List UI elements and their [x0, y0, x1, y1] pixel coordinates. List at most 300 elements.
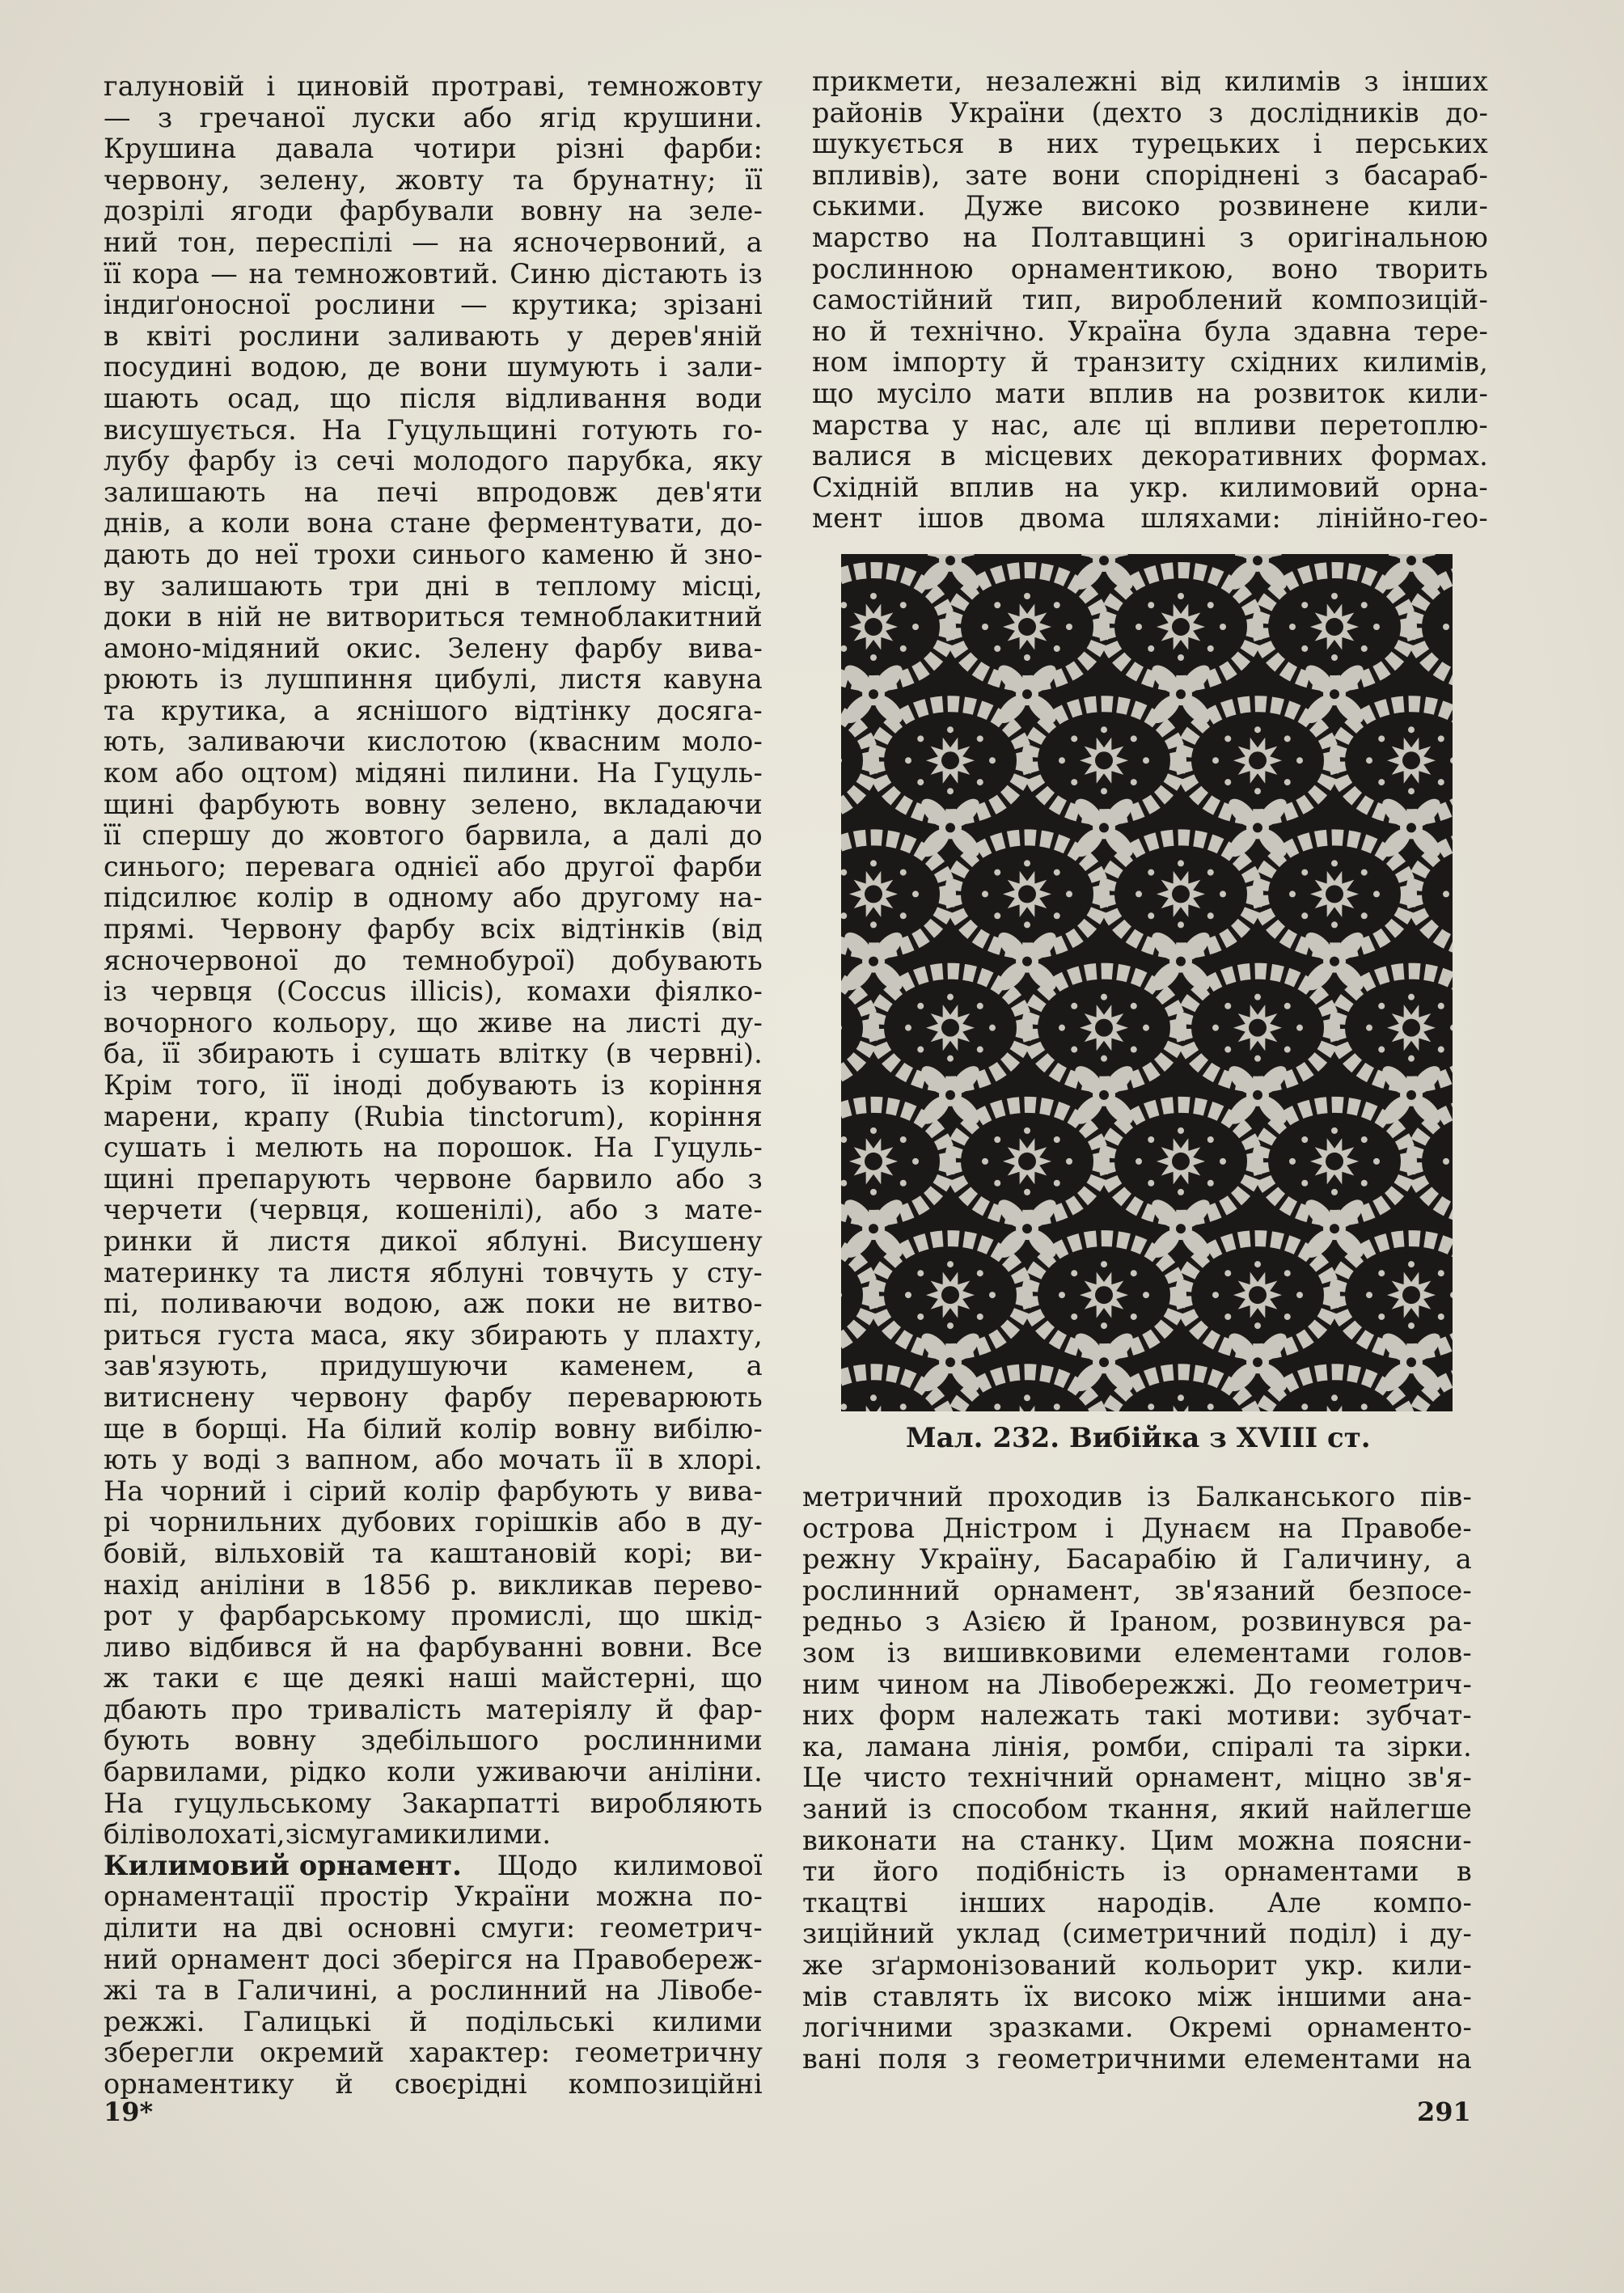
text-line: ним чином на Лівобережжі. До геометрич- — [802, 1668, 1472, 1700]
dot-motif — [1220, 891, 1226, 897]
rosette-center — [1176, 1224, 1186, 1233]
rosette-center — [1099, 823, 1109, 832]
dot-motif — [977, 779, 983, 785]
text-line: галуновій і циновій протраві, темножовту — [104, 70, 763, 102]
text-line: зиційний уклад (симетричний поділ) і ду- — [802, 1918, 1472, 1950]
text-line: Східній вплив на укр. килимовий орна- — [812, 471, 1488, 503]
text-line: шукується в них турецьких і перських — [812, 128, 1488, 160]
text-line: білі волохаті, зі смугами килими. — [104, 1818, 552, 1851]
dot-motif — [1220, 1158, 1226, 1165]
dot-motif — [1071, 735, 1077, 742]
dot-motif — [1408, 1322, 1415, 1329]
right-column-bottom — [802, 1482, 1472, 2075]
text-line: заний із способом ткання, який найлегше — [802, 1792, 1472, 1825]
text-line: ний орнамент досі зберігся на Правобереж- — [104, 1943, 763, 1975]
text-line: лубу фарбу із сечі молодого парубка, яку — [104, 445, 763, 477]
dot-motif — [1101, 788, 1107, 794]
text-line: доки в ній не витвориться темноблакитний — [104, 601, 763, 633]
star-center — [1018, 1153, 1036, 1170]
dot-motif — [1220, 624, 1226, 630]
dot-motif — [982, 1158, 988, 1165]
rosette-center — [1330, 957, 1339, 967]
dot-motif — [1373, 624, 1380, 630]
text-line: ринки й листя дикої яблуні. Висушену — [104, 1225, 763, 1257]
dot-motif — [1024, 593, 1030, 599]
text-line: На чорний і сірий колір фарбують у вива- — [104, 1474, 763, 1507]
text-line: ливо відбився й на фарбуванні вовни. Все — [104, 1631, 763, 1663]
dot-motif — [1378, 1003, 1385, 1009]
dot-motif — [1408, 1261, 1415, 1267]
dot-motif — [1331, 921, 1338, 928]
text-line: синього; перевага однієї або другої фарби — [104, 850, 763, 882]
dot-motif — [900, 912, 907, 919]
text-line: шають осад, що після відливання води — [104, 382, 763, 414]
text-line: вані поля з геометричними елементами на — [802, 2042, 1472, 2075]
dot-motif — [870, 921, 877, 928]
dot-motif — [1224, 1047, 1231, 1053]
text-line: прямі. Червону фарбу всіх відтінків (від — [104, 913, 763, 946]
text-line: марство на Полтавщині з оригінальною — [812, 221, 1488, 253]
dot-motif — [1148, 869, 1154, 876]
dot-motif — [947, 788, 954, 794]
text-line: ний тон, переспілі — на ясночервоний, а — [104, 226, 763, 258]
dot-motif — [917, 1003, 924, 1009]
dot-motif — [1408, 1056, 1415, 1062]
dot-motif — [994, 645, 1000, 652]
dot-motif — [912, 624, 919, 630]
dot-motif — [1212, 1025, 1219, 1031]
dot-motif — [977, 1003, 983, 1009]
text-line: валися в місцевих декоративних формах. — [812, 440, 1488, 472]
dot-motif — [1284, 735, 1291, 742]
dot-motif — [917, 1270, 924, 1276]
text-line: пі, поливаючи водою, аж поки не витво- — [104, 1288, 763, 1320]
right-column-top — [812, 66, 1488, 535]
dot-motif — [1066, 891, 1072, 897]
text-line: ву залишають три дні в теплому місці, — [104, 569, 763, 602]
dot-motif — [1301, 869, 1308, 876]
dot-motif — [1361, 1180, 1368, 1187]
dot-motif — [1178, 654, 1184, 661]
text-line: самостійний тип, вироблений композицій- — [812, 284, 1488, 316]
text-line: в квіті рослини заливають у дерев'яній — [104, 319, 763, 352]
dot-motif — [1054, 1180, 1060, 1187]
text-line: жі та в Галичині, а рослинний на Лівобе- — [104, 1974, 763, 2007]
star-center — [1326, 618, 1343, 636]
dot-motif — [900, 602, 907, 608]
text-line: — з гречаної луски або ягід крушини. — [104, 101, 763, 133]
star-center — [1095, 751, 1113, 769]
dot-motif — [870, 1127, 877, 1134]
text-line: нахід аніліни в 1856 р. викликав перево- — [104, 1568, 763, 1601]
text-line: рі чорнильних дубових горішків або в ду- — [104, 1506, 763, 1538]
rosette-center — [1099, 1357, 1109, 1367]
dot-motif — [917, 735, 924, 742]
dot-motif — [994, 1136, 1000, 1143]
dot-motif — [1378, 735, 1385, 742]
text-line: прикмети, незалежні від килимів з інших — [812, 66, 1488, 97]
rosette-center — [1099, 556, 1109, 565]
dot-motif — [905, 1025, 911, 1031]
dot-motif — [1148, 1136, 1154, 1143]
dot-motif — [1178, 593, 1184, 599]
dot-motif — [1054, 869, 1060, 876]
dot-motif — [870, 1394, 877, 1401]
rosette-center — [869, 957, 878, 967]
dot-motif — [1101, 1056, 1107, 1062]
dot-motif — [1131, 779, 1137, 785]
dot-motif — [1178, 921, 1184, 928]
text-line: рот у фарбарському промислі, що шкід- — [104, 1600, 763, 1632]
rosette-center — [945, 823, 955, 832]
dot-motif — [1296, 757, 1303, 764]
text-line: виконати на станку. Цим можна поясни- — [802, 1824, 1472, 1856]
dot-motif — [1361, 912, 1368, 919]
dot-motif — [1289, 891, 1296, 897]
dot-motif — [1071, 779, 1077, 785]
dot-motif — [989, 1292, 996, 1298]
dot-motif — [912, 1158, 919, 1165]
dot-motif — [1284, 1047, 1291, 1053]
dot-motif — [1301, 912, 1308, 919]
text-line: ба, її збирають і сушать влітку (в червні). — [104, 1038, 763, 1070]
dot-motif — [1408, 788, 1415, 794]
text-line: ділити на дві основні смуги: геометрич- — [104, 1912, 763, 1944]
dot-motif — [1289, 624, 1296, 630]
dot-motif — [1296, 1025, 1303, 1031]
dot-motif — [1148, 645, 1154, 652]
text-line: днів, а коли вона стане ферментувати, до- — [104, 507, 763, 539]
dot-motif — [1101, 994, 1107, 1001]
star-center — [1326, 885, 1343, 903]
rosette-center — [1406, 556, 1416, 565]
rosette-center — [1253, 556, 1262, 565]
text-line: дають до неї трохи синього каменю й зно- — [104, 538, 763, 570]
text-line: материнку та листя яблуні товчуть у сту- — [104, 1256, 763, 1288]
text-line: Крім того, її іноді добувають із коріння — [104, 1069, 763, 1101]
dot-motif — [1373, 1158, 1380, 1165]
dot-motif — [1366, 1292, 1372, 1298]
text-line: Килимовий орнамент. Щодо килимової — [104, 1849, 763, 1881]
text-line: ти його подібність із орнаментами в — [802, 1855, 1472, 1888]
dot-motif — [1148, 1403, 1154, 1410]
text-line: та крутика, а яснішого відтінку досяга- — [104, 694, 763, 726]
text-line: ясночервоної до темнобурої) добувають — [104, 944, 763, 976]
dot-motif — [1131, 1003, 1137, 1009]
dot-motif — [1054, 912, 1060, 919]
star-center — [1172, 885, 1190, 903]
dot-motif — [900, 1180, 907, 1187]
dot-motif — [1143, 757, 1149, 764]
rosette-center — [945, 556, 955, 565]
dot-motif — [917, 1047, 924, 1053]
dot-motif — [977, 1270, 983, 1276]
text-line: ж таки є ще деякі наші майстерні, що — [104, 1662, 763, 1694]
dot-motif — [994, 1403, 1000, 1410]
dot-motif — [1443, 1158, 1449, 1165]
star-center — [1095, 1286, 1113, 1304]
dot-motif — [1284, 779, 1291, 785]
dot-motif — [1284, 1270, 1291, 1276]
dot-motif — [1054, 645, 1060, 652]
dot-motif — [1284, 1003, 1291, 1009]
dot-motif — [1224, 779, 1231, 785]
dot-motif — [1224, 1003, 1231, 1009]
dot-motif — [870, 654, 877, 661]
block-print-ornament-icon — [841, 554, 1453, 1411]
dot-motif — [1059, 1292, 1065, 1298]
dot-motif — [977, 1314, 983, 1320]
dot-motif — [1131, 1047, 1137, 1053]
text-line: дозрілі ягоди фарбували вовну на зеле- — [104, 195, 763, 227]
dot-motif — [1361, 602, 1368, 608]
star-center — [1095, 1019, 1113, 1037]
text-line: орнаментації простір України можна по- — [104, 1881, 763, 1913]
dot-motif — [1178, 1127, 1184, 1134]
star-center — [941, 1286, 959, 1304]
text-line: Крушина давала чотири різні фарби: — [104, 133, 763, 165]
rosette-center — [1406, 1090, 1416, 1100]
dot-motif — [1378, 779, 1385, 785]
dot-motif — [947, 1056, 954, 1062]
dot-motif — [1024, 1127, 1030, 1134]
text-line: підсилює колір в одному або другому на- — [104, 882, 763, 914]
text-line: метричний проходив із Балканського пів- — [802, 1481, 1472, 1512]
dot-motif — [1054, 1136, 1060, 1143]
dot-motif — [1024, 1394, 1030, 1401]
text-line: бовій, вільховій та каштановій корі; ви- — [104, 1537, 763, 1569]
text-line: рюють із лушпиння цибулі, листя кавуна — [104, 663, 763, 696]
dot-motif — [1212, 1292, 1219, 1298]
dot-motif — [1066, 624, 1072, 630]
dot-motif — [1131, 735, 1137, 742]
dot-motif — [1054, 602, 1060, 608]
dot-motif — [1148, 912, 1154, 919]
text-line: редньо з Азією й Іраном, розвинувся ра- — [802, 1606, 1472, 1638]
dot-motif — [1254, 726, 1261, 733]
text-line: ють у воді з вапном, або мочать її в хлорі. — [104, 1444, 763, 1476]
dot-motif — [1071, 1270, 1077, 1276]
rosette-center — [1330, 689, 1339, 699]
dot-motif — [1066, 1158, 1072, 1165]
star-center — [1402, 1019, 1420, 1037]
dot-motif — [994, 1180, 1000, 1187]
text-line: зав'язують, придушуючи каменем, а — [104, 1350, 763, 1382]
text-line: но й технічно. Україна була здавна тере- — [812, 315, 1488, 347]
text-line: дбають про тривалість матеріялу й фар- — [104, 1693, 763, 1725]
dot-motif — [1207, 1403, 1214, 1410]
rosette-center — [1099, 1090, 1109, 1100]
dot-motif — [1301, 602, 1308, 608]
dot-motif — [1301, 1403, 1308, 1410]
dot-motif — [1024, 921, 1030, 928]
text-line: мент ішов двома шляхами: лінійно-гео- — [812, 502, 1488, 535]
dot-motif — [1071, 1047, 1077, 1053]
star-center — [1172, 618, 1190, 636]
dot-motif — [1212, 757, 1219, 764]
dot-motif — [1438, 779, 1444, 785]
dot-motif — [1331, 1127, 1338, 1134]
text-line: що мусіло мати вплив на розвиток кили- — [812, 377, 1488, 409]
rosette-center — [869, 689, 878, 699]
dot-motif — [1207, 1180, 1214, 1187]
dot-motif — [1443, 891, 1449, 897]
dot-motif — [1054, 1403, 1060, 1410]
dot-motif — [982, 624, 988, 630]
text-line: орнаментику й своєрідні композиційні — [104, 2068, 763, 2100]
dot-motif — [1207, 912, 1214, 919]
dot-motif — [1178, 860, 1184, 866]
text-line: барвилами, рідко коли уживаючи аніліни. — [104, 1756, 763, 1788]
dot-motif — [905, 1292, 911, 1298]
text-line: мів ставлять їх високо між іншими ана- — [802, 1980, 1472, 2012]
dot-motif — [1071, 1003, 1077, 1009]
rosette-center — [1022, 1224, 1032, 1233]
text-line: зберегли окремий характер: геометричну — [104, 2037, 763, 2069]
text-line: зом із вишивковими елементами голов- — [802, 1636, 1472, 1669]
text-line: рослинною орнаментикою, воно творить — [812, 252, 1488, 285]
dot-motif — [1296, 1292, 1303, 1298]
rosette-center — [945, 1090, 955, 1100]
dot-motif — [1148, 602, 1154, 608]
text-line: ткацтві інших народів. Але компо- — [802, 1886, 1472, 1919]
text-line: червону, зелену, жовту та брунатну; її — [104, 163, 763, 196]
dot-motif — [1284, 1314, 1291, 1320]
text-line: індиґоносної рослини — крутика; зрізані — [104, 289, 763, 321]
rosette-center — [1330, 1224, 1339, 1233]
rosette-center — [1022, 957, 1032, 967]
dot-motif — [1254, 1056, 1261, 1062]
text-line: марени, крапу (Rubia tinctorum), коріння — [104, 1100, 763, 1132]
dot-motif — [1024, 860, 1030, 866]
star-center — [1018, 618, 1036, 636]
star-center — [941, 1019, 959, 1037]
dot-motif — [1443, 624, 1449, 630]
dot-motif — [1207, 869, 1214, 876]
dot-motif — [917, 779, 924, 785]
star-center — [865, 618, 882, 636]
dot-motif — [1254, 788, 1261, 794]
text-line: посудині водою, де вони шумують і зали- — [104, 351, 763, 383]
dot-motif — [1366, 757, 1372, 764]
text-line: бують вовну здебільшого рослинними — [104, 1724, 763, 1757]
text-line: районів України (дехто з дослідників до- — [812, 96, 1488, 129]
rosette-center — [1253, 823, 1262, 832]
text-line: її кора — на темножовтий. Синю дістають із — [104, 257, 763, 290]
dot-motif — [870, 1189, 877, 1195]
star-center — [1018, 885, 1036, 903]
dot-motif — [989, 757, 996, 764]
dot-motif — [1361, 1136, 1368, 1143]
dot-motif — [1378, 1047, 1385, 1053]
text-line: Це чисто технічний орнамент, міцно зв'я- — [802, 1762, 1472, 1794]
dot-motif — [1408, 994, 1415, 1001]
dot-motif — [1136, 891, 1142, 897]
star-center — [865, 1153, 882, 1170]
text-line: рослинний орнамент, зв'язаний безпосе- — [802, 1574, 1472, 1606]
dot-motif — [905, 757, 911, 764]
rosette-center — [869, 1224, 878, 1233]
dot-motif — [1438, 1047, 1444, 1053]
rosette-center — [1406, 823, 1416, 832]
dot-motif — [1301, 1180, 1308, 1187]
rosette-center — [945, 1357, 955, 1367]
dot-motif — [977, 735, 983, 742]
dot-motif — [982, 891, 988, 897]
dot-motif — [1361, 869, 1368, 876]
dot-motif — [994, 912, 1000, 919]
dot-motif — [900, 869, 907, 876]
dot-motif — [870, 860, 877, 866]
dot-motif — [900, 1136, 907, 1143]
text-line: сушать і мелють на порошок. На Гуцуль- — [104, 1132, 763, 1164]
text-line: ще в борщі. На білий колір вовну вибілю- — [104, 1412, 763, 1445]
dot-motif — [1136, 624, 1142, 630]
dot-motif — [1136, 1158, 1142, 1165]
text-line: її спершу до жовтого барвила, а далі до — [104, 819, 763, 852]
dot-motif — [1224, 735, 1231, 742]
dot-motif — [1024, 1189, 1030, 1195]
text-line: же зґармонізований кольорит укр. кили- — [802, 1948, 1472, 1981]
dot-motif — [1059, 1025, 1065, 1031]
dot-motif — [900, 645, 907, 652]
dot-motif — [1224, 1314, 1231, 1320]
dot-motif — [1331, 593, 1338, 599]
text-line: впливів), зате вони споріднені з басараб- — [812, 159, 1488, 191]
text-line: риться густа маса, яку збирають у плахту, — [104, 1318, 763, 1351]
dot-motif — [1361, 645, 1368, 652]
figure-caption: Мал. 232. Вибійка з XVIII ст. — [906, 1422, 1371, 1454]
dot-motif — [1207, 1136, 1214, 1143]
star-center — [1326, 1153, 1343, 1170]
dot-motif — [870, 593, 877, 599]
star-center — [1172, 1153, 1190, 1170]
text-line: вочорного кольору, що живе на листі ду- — [104, 1006, 763, 1039]
dot-motif — [1289, 1158, 1296, 1165]
star-center — [941, 751, 959, 769]
text-line: висушується. На Гуцульщині готують го- — [104, 413, 763, 446]
dot-motif — [912, 891, 919, 897]
star-center — [865, 885, 882, 903]
page-number: 291 — [1417, 2096, 1471, 2127]
text-line: ськими. Дуже високо розвинене кили- — [812, 190, 1488, 222]
rosette-center — [1176, 957, 1186, 967]
dot-motif — [1178, 1394, 1184, 1401]
text-line: із червця (Coccus illicis), комахи фіялко- — [104, 975, 763, 1008]
dot-motif — [1148, 1180, 1154, 1187]
dot-motif — [1254, 1322, 1261, 1329]
dot-motif — [1254, 994, 1261, 1001]
dot-motif — [994, 602, 1000, 608]
rosette-center — [1253, 1357, 1262, 1367]
dot-motif — [1438, 1314, 1444, 1320]
dot-motif — [1178, 1189, 1184, 1195]
text-line: амоно-мідяний окис. Зелену фарбу вива- — [104, 632, 763, 664]
dot-motif — [1301, 645, 1308, 652]
dot-motif — [1059, 757, 1065, 764]
dot-motif — [1438, 1003, 1444, 1009]
star-center — [1249, 1019, 1267, 1037]
text-line: ном імпорту й транзиту східних килимів, — [812, 346, 1488, 379]
dot-motif — [1331, 860, 1338, 866]
star-center — [1402, 1286, 1420, 1304]
dot-motif — [947, 1322, 954, 1329]
ornament-figure — [841, 554, 1453, 1411]
dot-motif — [1438, 735, 1444, 742]
dot-motif — [1131, 1314, 1137, 1320]
star-center — [1402, 751, 1420, 769]
text-line: ком або оцтом) мідяні пилини. На Гуцуль- — [104, 757, 763, 789]
